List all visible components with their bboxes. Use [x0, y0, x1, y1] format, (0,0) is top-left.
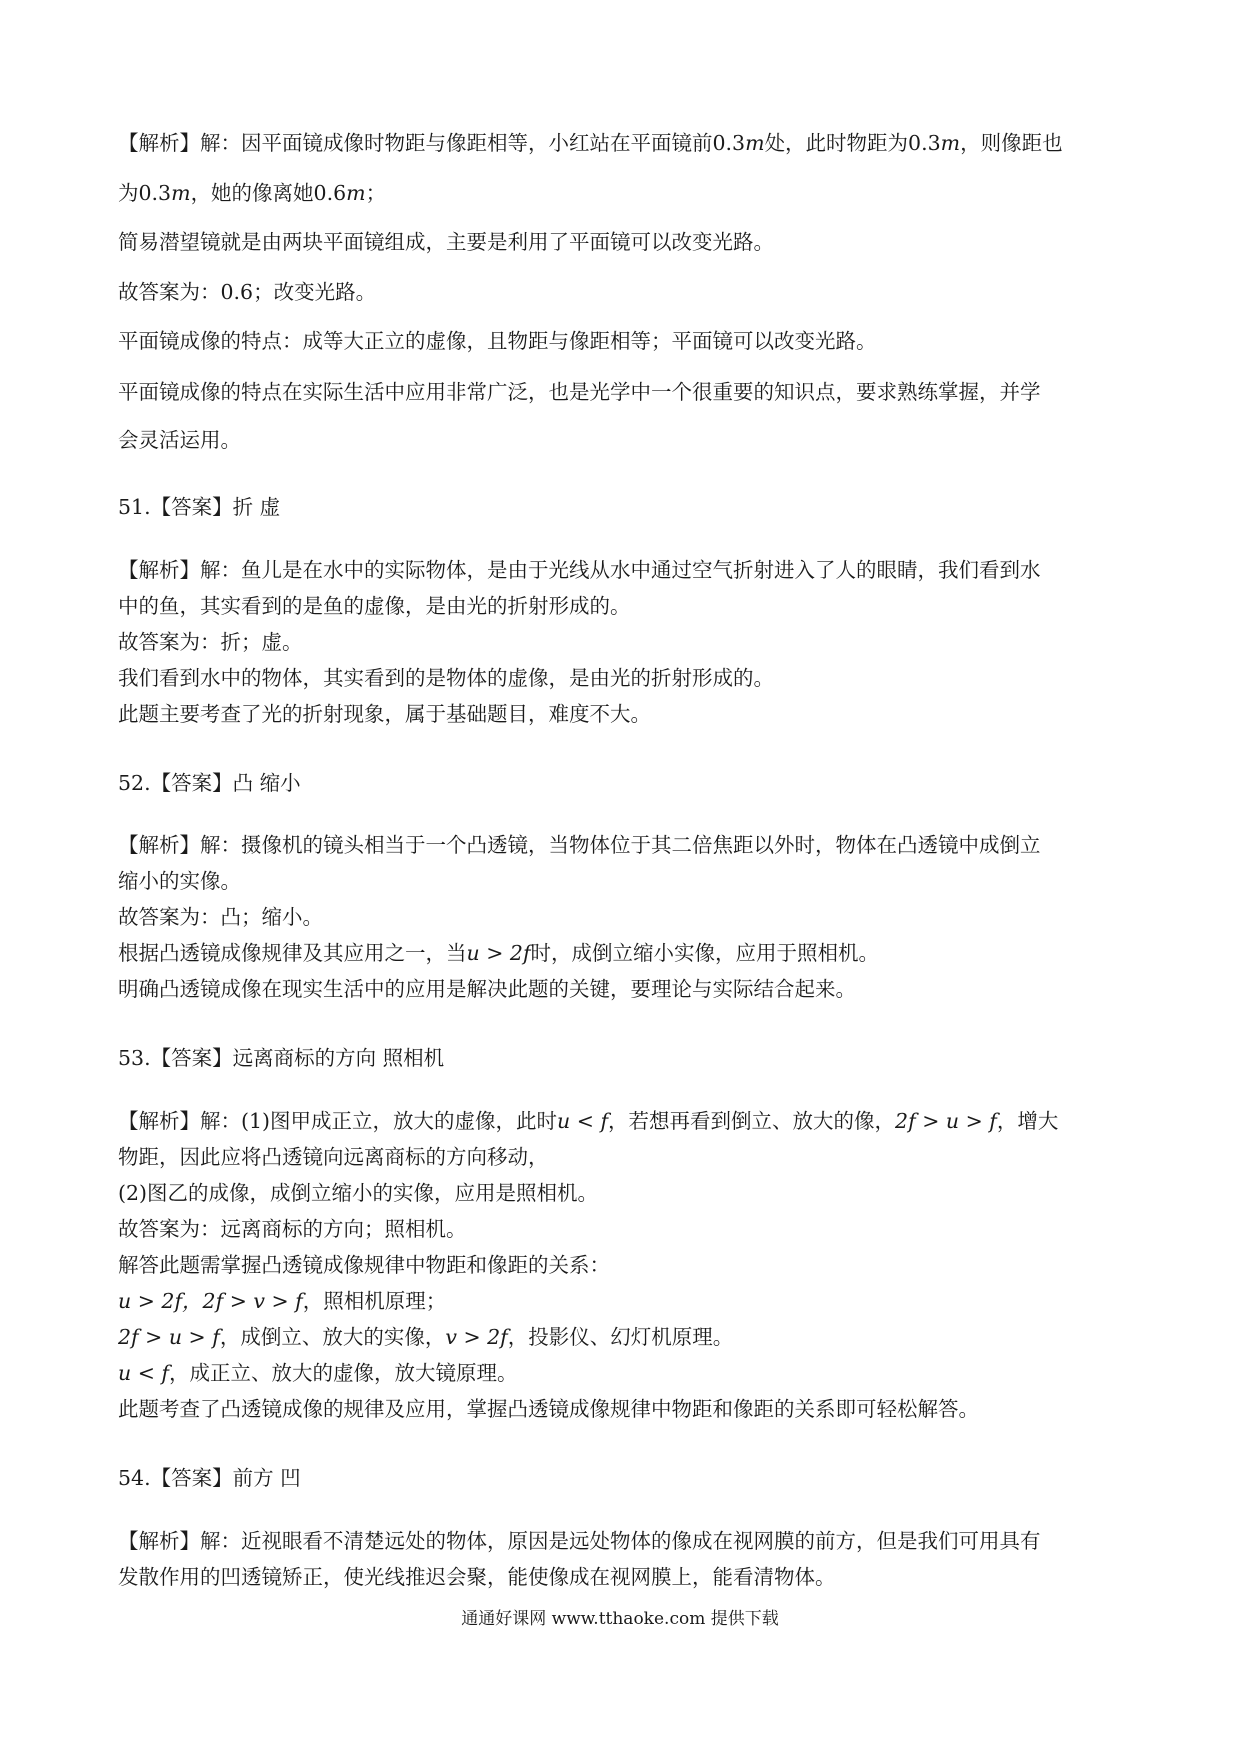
q52-answer-heading: 52.【答案】凸 缩小	[118, 771, 301, 795]
q53-analysis-line-7: 2f > u > f，成倒立、放大的实像，v > 2f，投影仪、幻灯机原理。	[118, 1325, 734, 1349]
q53-analysis-line-6: u > 2f，2f > v > f，照相机原理；	[118, 1289, 447, 1313]
q54-answer-heading: 54.【答案】前方 凹	[118, 1466, 301, 1490]
q53-analysis-line-3: (2)图乙的成像，成倒立缩小的实像，应用是照相机。	[118, 1181, 599, 1205]
q54-analysis-line-2: 发散作用的凹透镜矫正，使光线推迟会聚，能使像成在视网膜上，能看清物体。	[118, 1565, 836, 1589]
q53-analysis-line-1: 【解析】解：(1)图甲成正立，放大的虚像，此时u < f，若想再看到倒立、放大的像，2f > u > f，增大	[118, 1109, 1059, 1133]
q53-analysis-line-4: 故答案为：远离商标的方向；照相机。	[118, 1217, 467, 1241]
q52-analysis-line-4: 根据凸透镜成像规律及其应用之一，当u > 2f时，成倒立缩小实像，应用于照相机。	[118, 941, 880, 965]
q51-analysis-line-4: 我们看到水中的物体，其实看到的是物体的虚像，是由光的折射形成的。	[118, 666, 774, 690]
q54-analysis-line-1: 【解析】解：近视眼看不清楚远处的物体，原因是远处物体的像成在视网膜的前方，但是我们可用具有	[118, 1529, 1041, 1553]
q52-analysis-line-1: 【解析】解：摄像机的镜头相当于一个凸透镜，当物体位于其二倍焦距以外时，物体在凸透镜中成倒立	[118, 833, 1041, 857]
q53-analysis-line-2: 物距，因此应将凸透镜向远离商标的方向移动，	[118, 1145, 549, 1169]
q51-analysis-line-5: 此题主要考查了光的折射现象，属于基础题目，难度不大。	[118, 702, 651, 726]
q53-analysis-line-8: u < f，成正立、放大的虚像，放大镜原理。	[118, 1361, 518, 1385]
q51-analysis-line-1: 【解析】解：鱼儿是在水中的实际物体，是由于光线从水中通过空气折射进入了人的眼睛，我们看到水	[118, 558, 1041, 582]
page-footer: 通通好课网 www.tthaoke.com 提供下载	[461, 1609, 779, 1629]
q52-analysis-line-2: 缩小的实像。	[118, 869, 241, 893]
q50-analysis-line-1: 【解析】解：因平面镜成像时物距与像距相等，小红站在平面镜前0.3m处，此时物距为0.3m，则像距也	[118, 131, 1063, 155]
q50-comment-line-2: 会灵活运用。	[118, 428, 241, 452]
q53-answer-heading: 53.【答案】远离商标的方向 照相机	[118, 1046, 445, 1070]
q52-analysis-line-5: 明确凸透镜成像在现实生活中的应用是解决此题的关键，要理论与实际结合起来。	[118, 977, 856, 1001]
q50-explanation-line: 简易潜望镜就是由两块平面镜组成，主要是利用了平面镜可以改变光路。	[118, 230, 774, 254]
q52-analysis-line-3: 故答案为：凸；缩小。	[118, 905, 323, 929]
q53-analysis-line-9: 此题考查了凸透镜成像的规律及应用，掌握凸透镜成像规律中物距和像距的关系即可轻松解答。	[118, 1397, 979, 1421]
q50-answer-summary: 故答案为：0.6；改变光路。	[118, 280, 377, 304]
q51-answer-heading: 51.【答案】折 虚	[118, 495, 281, 519]
q53-analysis-line-5: 解答此题需掌握凸透镜成像规律中物距和像距的关系：	[118, 1253, 610, 1277]
q50-comment-line-1: 平面镜成像的特点在实际生活中应用非常广泛，也是光学中一个很重要的知识点，要求熟练掌握，并学	[118, 380, 1041, 404]
q51-analysis-line-2: 中的鱼，其实看到的是鱼的虚像，是由光的折射形成的。	[118, 594, 631, 618]
q50-feature-line: 平面镜成像的特点：成等大正立的虚像，且物距与像距相等；平面镜可以改变光路。	[118, 329, 877, 353]
q50-analysis-line-2: 为0.3m，她的像离她0.6m；	[118, 181, 387, 205]
q51-analysis-line-3: 故答案为：折；虚。	[118, 630, 303, 654]
